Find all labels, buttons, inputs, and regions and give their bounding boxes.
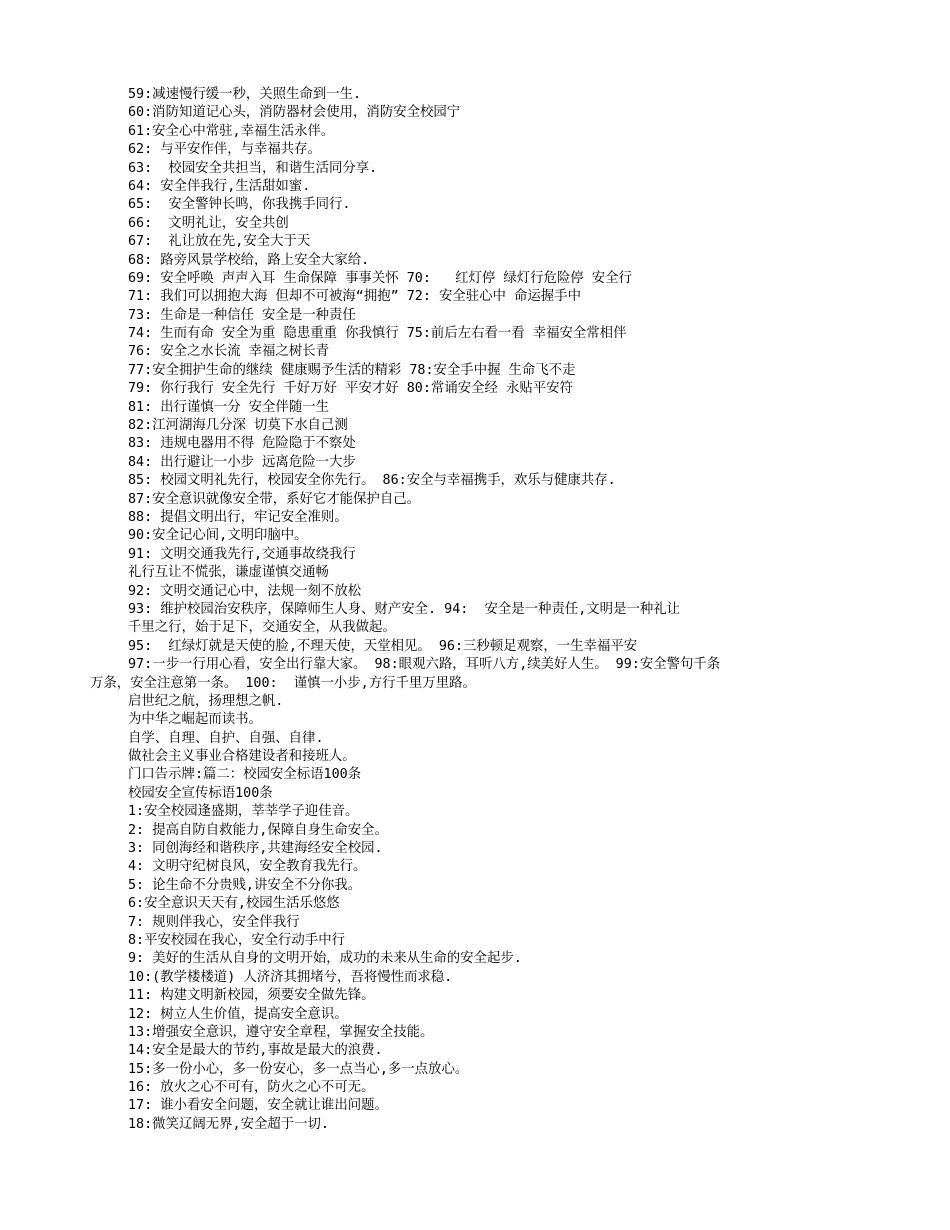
text-line: 88: 提倡文明出行，牢记安全准则。 xyxy=(128,509,348,525)
text-line: 66: 文明礼让，安全共创 xyxy=(128,215,289,231)
text-line: 3: 同创海经和谐秩序,共建海经安全校园. xyxy=(128,841,383,857)
text-line: 59:减速慢行缓一秒，关照生命到一生. xyxy=(128,87,362,102)
text-line: 97:一步一行用心看，安全出行靠大家。 98:眼观六路，耳听八方,续美好人生。 99:安全警句千条 xyxy=(128,657,721,673)
text-line: 79: 你行我行 安全先行 千好万好 平安才好 80:常诵安全经 永贴平安符 xyxy=(128,381,573,397)
text-line: 2: 提高自防自救能力,保障自身生命安全。 xyxy=(128,822,388,838)
text-line: 为中华之崛起而读书。 xyxy=(128,712,262,728)
text-line: 83: 违规电器用不得 危险隐于不察处 xyxy=(128,436,356,452)
text-line: 91: 文明交通我先行,交通事故绕我行 xyxy=(128,546,356,562)
text-line: 11: 构建文明新校园，须要安全做先锋。 xyxy=(128,988,375,1004)
text-line: 18:微笑辽阔无界,安全超于一切. xyxy=(128,1116,329,1132)
text-line: 启世纪之航，扬理想之帆. xyxy=(128,693,284,709)
text-line: 85: 校园文明礼先行，校园安全你先行。 86:安全与幸福携手，欢乐与健康共存. xyxy=(128,473,616,489)
text-line: 14:安全是最大的节约,事故是最大的浪费. xyxy=(128,1043,383,1059)
text-line: 62: 与平安作伴，与幸福共存。 xyxy=(128,142,321,158)
text-line: 71: 我们可以拥抱大海 但却不可被海“拥抱” 72: 安全驻心中 命运握手中 xyxy=(128,289,581,305)
text-line: 67: 礼让放在先,安全大于天 xyxy=(128,234,311,250)
text-line: 95: 红绿灯就是天使的脸,不理天使，天堂相见。 96:三秒顿足观察，一生幸福平安 xyxy=(128,638,638,654)
text-line: 10:(教学楼楼道) 人济济其拥堵兮，吾将慢性而求稳. xyxy=(128,969,453,985)
text-line: 69: 安全呼唤 声声入耳 生命保障 事事关怀 70: 红灯停 绿灯行危险停 安全行 xyxy=(128,270,632,286)
text-line: 6:安全意识天天有,校园生活乐悠悠 xyxy=(128,896,340,912)
text-line: 门口告示牌:篇二：校园安全标语100条 xyxy=(128,767,362,783)
text-line: 做社会主义事业合格建设者和接班人。 xyxy=(128,749,356,765)
text-line: 68: 路旁风景学校给，路上安全大家给. xyxy=(128,252,370,268)
text-line: 万条，安全注意第一条。 100: 谨慎一小步,方行千里万里路。 xyxy=(90,675,476,691)
text-line: 64: 安全伴我行,生活甜如蜜. xyxy=(128,178,311,194)
text-line: 90:安全记心间,文明印脑中。 xyxy=(128,528,308,544)
text-line: 5: 论生命不分贵贱,讲安全不分你我。 xyxy=(128,877,362,893)
document-body xyxy=(90,86,870,1134)
text-line: 77:安全拥护生命的继续 健康赐予生活的精彩 78:安全手中握 生命飞不走 xyxy=(128,362,576,378)
text-line: 92: 文明交通记心中，法规一刻不放松 xyxy=(128,583,362,599)
text-line: 7: 规则伴我心，安全伴我行 xyxy=(128,914,300,930)
text-line: 12: 树立人生价值，提高安全意识。 xyxy=(128,1006,348,1022)
text-line: 76: 安全之水长流 幸福之树长青 xyxy=(128,344,329,360)
text-line: 千里之行，始于足下，交通安全，从我做起。 xyxy=(128,620,396,636)
text-line: 9: 美好的生活从自身的文明开始，成功的未来从生命的安全起步. xyxy=(128,951,522,967)
text-line: 15:多一份小心，多一份安心，多一点当心,多一点放心。 xyxy=(128,1061,469,1077)
text-line: 93: 维护校园治安秩序，保障师生人身、财产安全. 94: 安全是一种责任,文明是一种礼让 xyxy=(128,601,681,617)
text-line: 4: 文明守纪树良风，安全教育我先行。 xyxy=(128,859,367,875)
text-line: 81: 出行谨慎一分 安全伴随一生 xyxy=(128,399,329,415)
text-line: 校园安全宣传标语100条 xyxy=(128,785,273,801)
text-line: 13:增强安全意识，遵守安全章程，掌握安全技能。 xyxy=(128,1024,434,1040)
text-line: 1:安全校园逢盛期，莘莘学子迎佳音。 xyxy=(128,804,359,820)
text-line: 16: 放火之心不可有，防火之心不可无。 xyxy=(128,1080,375,1096)
text-line: 84: 出行避让一小步 远离危险一大步 xyxy=(128,454,356,470)
text-line: 87:安全意识就像安全带，系好它才能保护自己。 xyxy=(128,491,420,507)
text-line: 60:消防知道记心头，消防器材会使用，消防安全校园宁 xyxy=(128,105,461,121)
text-line: 74: 生而有命 安全为重 隐患重重 你我慎行 75:前后左右看一看 幸福安全常相伴 xyxy=(128,326,627,342)
text-line: 73: 生命是一种信任 安全是一种责任 xyxy=(128,307,356,323)
text-line: 61:安全心中常驻,幸福生活永伴。 xyxy=(128,123,335,139)
text-line: 63: 校园安全共担当，和谐生活同分享. xyxy=(128,160,378,176)
text-line: 82:江河湖海几分深 切莫下水自己测 xyxy=(128,418,348,434)
text-line: 自学、自理、自护、自强、自律. xyxy=(128,730,324,746)
text-line: 8:平安校园在我心，安全行动手中行 xyxy=(128,932,345,948)
text-line: 17: 谁小看安全问题，安全就让谁出问题。 xyxy=(128,1098,388,1114)
text-line: 礼行互让不慌张，谦虚谨慎交通畅 xyxy=(128,565,329,581)
text-line: 65: 安全警钟长鸣，你我携手同行. xyxy=(128,197,351,213)
